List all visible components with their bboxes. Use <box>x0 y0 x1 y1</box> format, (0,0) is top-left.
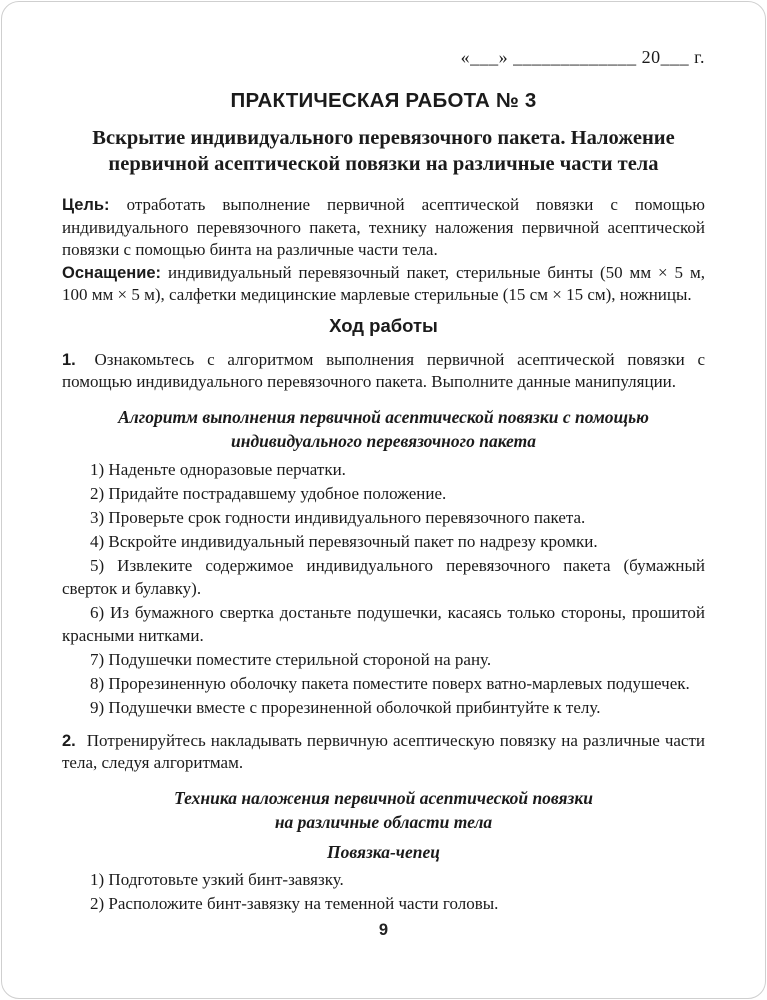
bandage-cap-heading: Повязка-чепец <box>327 841 440 862</box>
technique-heading <box>62 786 705 834</box>
page-number: 9 <box>378 920 389 939</box>
algorithm-step-2: 2) Придайте пострадавшему удобное положение. <box>90 483 447 503</box>
algorithm-step-1: 1) Наденьте одноразовые перчатки. <box>90 459 346 479</box>
subtitle-line-2: первичной асептической повязки на различные части тела <box>108 153 659 175</box>
equipment-text: индивидуальный перевязочный пакет, стерильные бинты (50 мм × 5 м, 100 мм × 5 м), салфетки медицинские марлевые стерильные (15 см × 15 см), ножницы. <box>62 262 705 304</box>
goal-text: отработать выполнение первичной асептической повязки с помощью индивидуального перевязочного пакета, технику наложения первичной асептической повязки с помощью бинта на различные части тела. <box>62 195 705 259</box>
task-2-text: Потренируйтесь накладывать первичную асептическую повязку на различные части тела, следуя алгоритмам. <box>62 730 706 772</box>
bandage-steps-list <box>62 868 705 915</box>
subtitle <box>62 125 705 177</box>
algorithm-step-3: 3) Проверьте срок годности индивидуального перевязочного пакета. <box>90 507 586 527</box>
technique-heading-line-1: Техника наложения первичной асептической повязки <box>174 787 593 808</box>
goal-paragraph <box>62 194 705 262</box>
date-blank-line: «___» _____________ 20___ г. <box>460 47 705 67</box>
technique-heading-line-2: на различные области тела <box>274 811 493 832</box>
algorithm-step-9: 9) Подушечки вместе с прорезиненной оболочкой прибинтуйте к телу. <box>90 697 601 717</box>
algorithm-step-5: 5) Извлеките содержимое индивидуального перевязочного пакета (бумажный сверток и булавку). <box>62 555 705 598</box>
task-1-number: 1. <box>62 350 76 369</box>
algorithm-step-8: 8) Прорезиненную оболочку пакета поместите поверх ватно-марлевых подушечек. <box>90 673 690 693</box>
equipment-label: Оснащение: <box>62 263 162 282</box>
goal-label: Цель: <box>62 196 110 214</box>
algorithm-step-7: 7) Подушечки поместите стерильной стороной на рану. <box>90 649 492 669</box>
bandage-step-1: 1) Подготовьте узкий бинт-завязку. <box>90 869 344 889</box>
task-2-paragraph <box>62 730 705 775</box>
page-title: ПРАКТИЧЕСКАЯ РАБОТА № 3 <box>230 89 537 112</box>
algorithm-heading-line-1: Алгоритм выполнения первичной асептической повязки с помощью <box>118 406 649 427</box>
algorithm-step-4: 4) Вскройте индивидуальный перевязочный пакет по надрезу кромки. <box>90 531 598 551</box>
task-1-text: Ознакомьтесь с алгоритмом выполнения первичной асептической повязки с помощью индивидуального перевязочного пакета. Выполните данные манипуляции. <box>62 349 705 391</box>
work-progress-heading: Ход работы <box>329 314 438 336</box>
algorithm-steps-list <box>62 458 705 719</box>
algorithm-heading-line-2: индивидуального перевязочного пакета <box>231 430 536 451</box>
task-2-number: 2. <box>62 731 76 750</box>
algorithm-heading <box>62 405 705 453</box>
subtitle-line-1: Вскрытие индивидуального перевязочного пакета. Наложение <box>92 127 675 149</box>
equipment-paragraph <box>62 262 705 307</box>
bandage-step-2: 2) Расположите бинт-завязку на теменной части головы. <box>90 893 499 913</box>
task-1-paragraph <box>62 349 705 394</box>
algorithm-step-6: 6) Из бумажного свертка достаньте подушечки, касаясь только стороны, прошитой красными нитками. <box>62 602 705 645</box>
